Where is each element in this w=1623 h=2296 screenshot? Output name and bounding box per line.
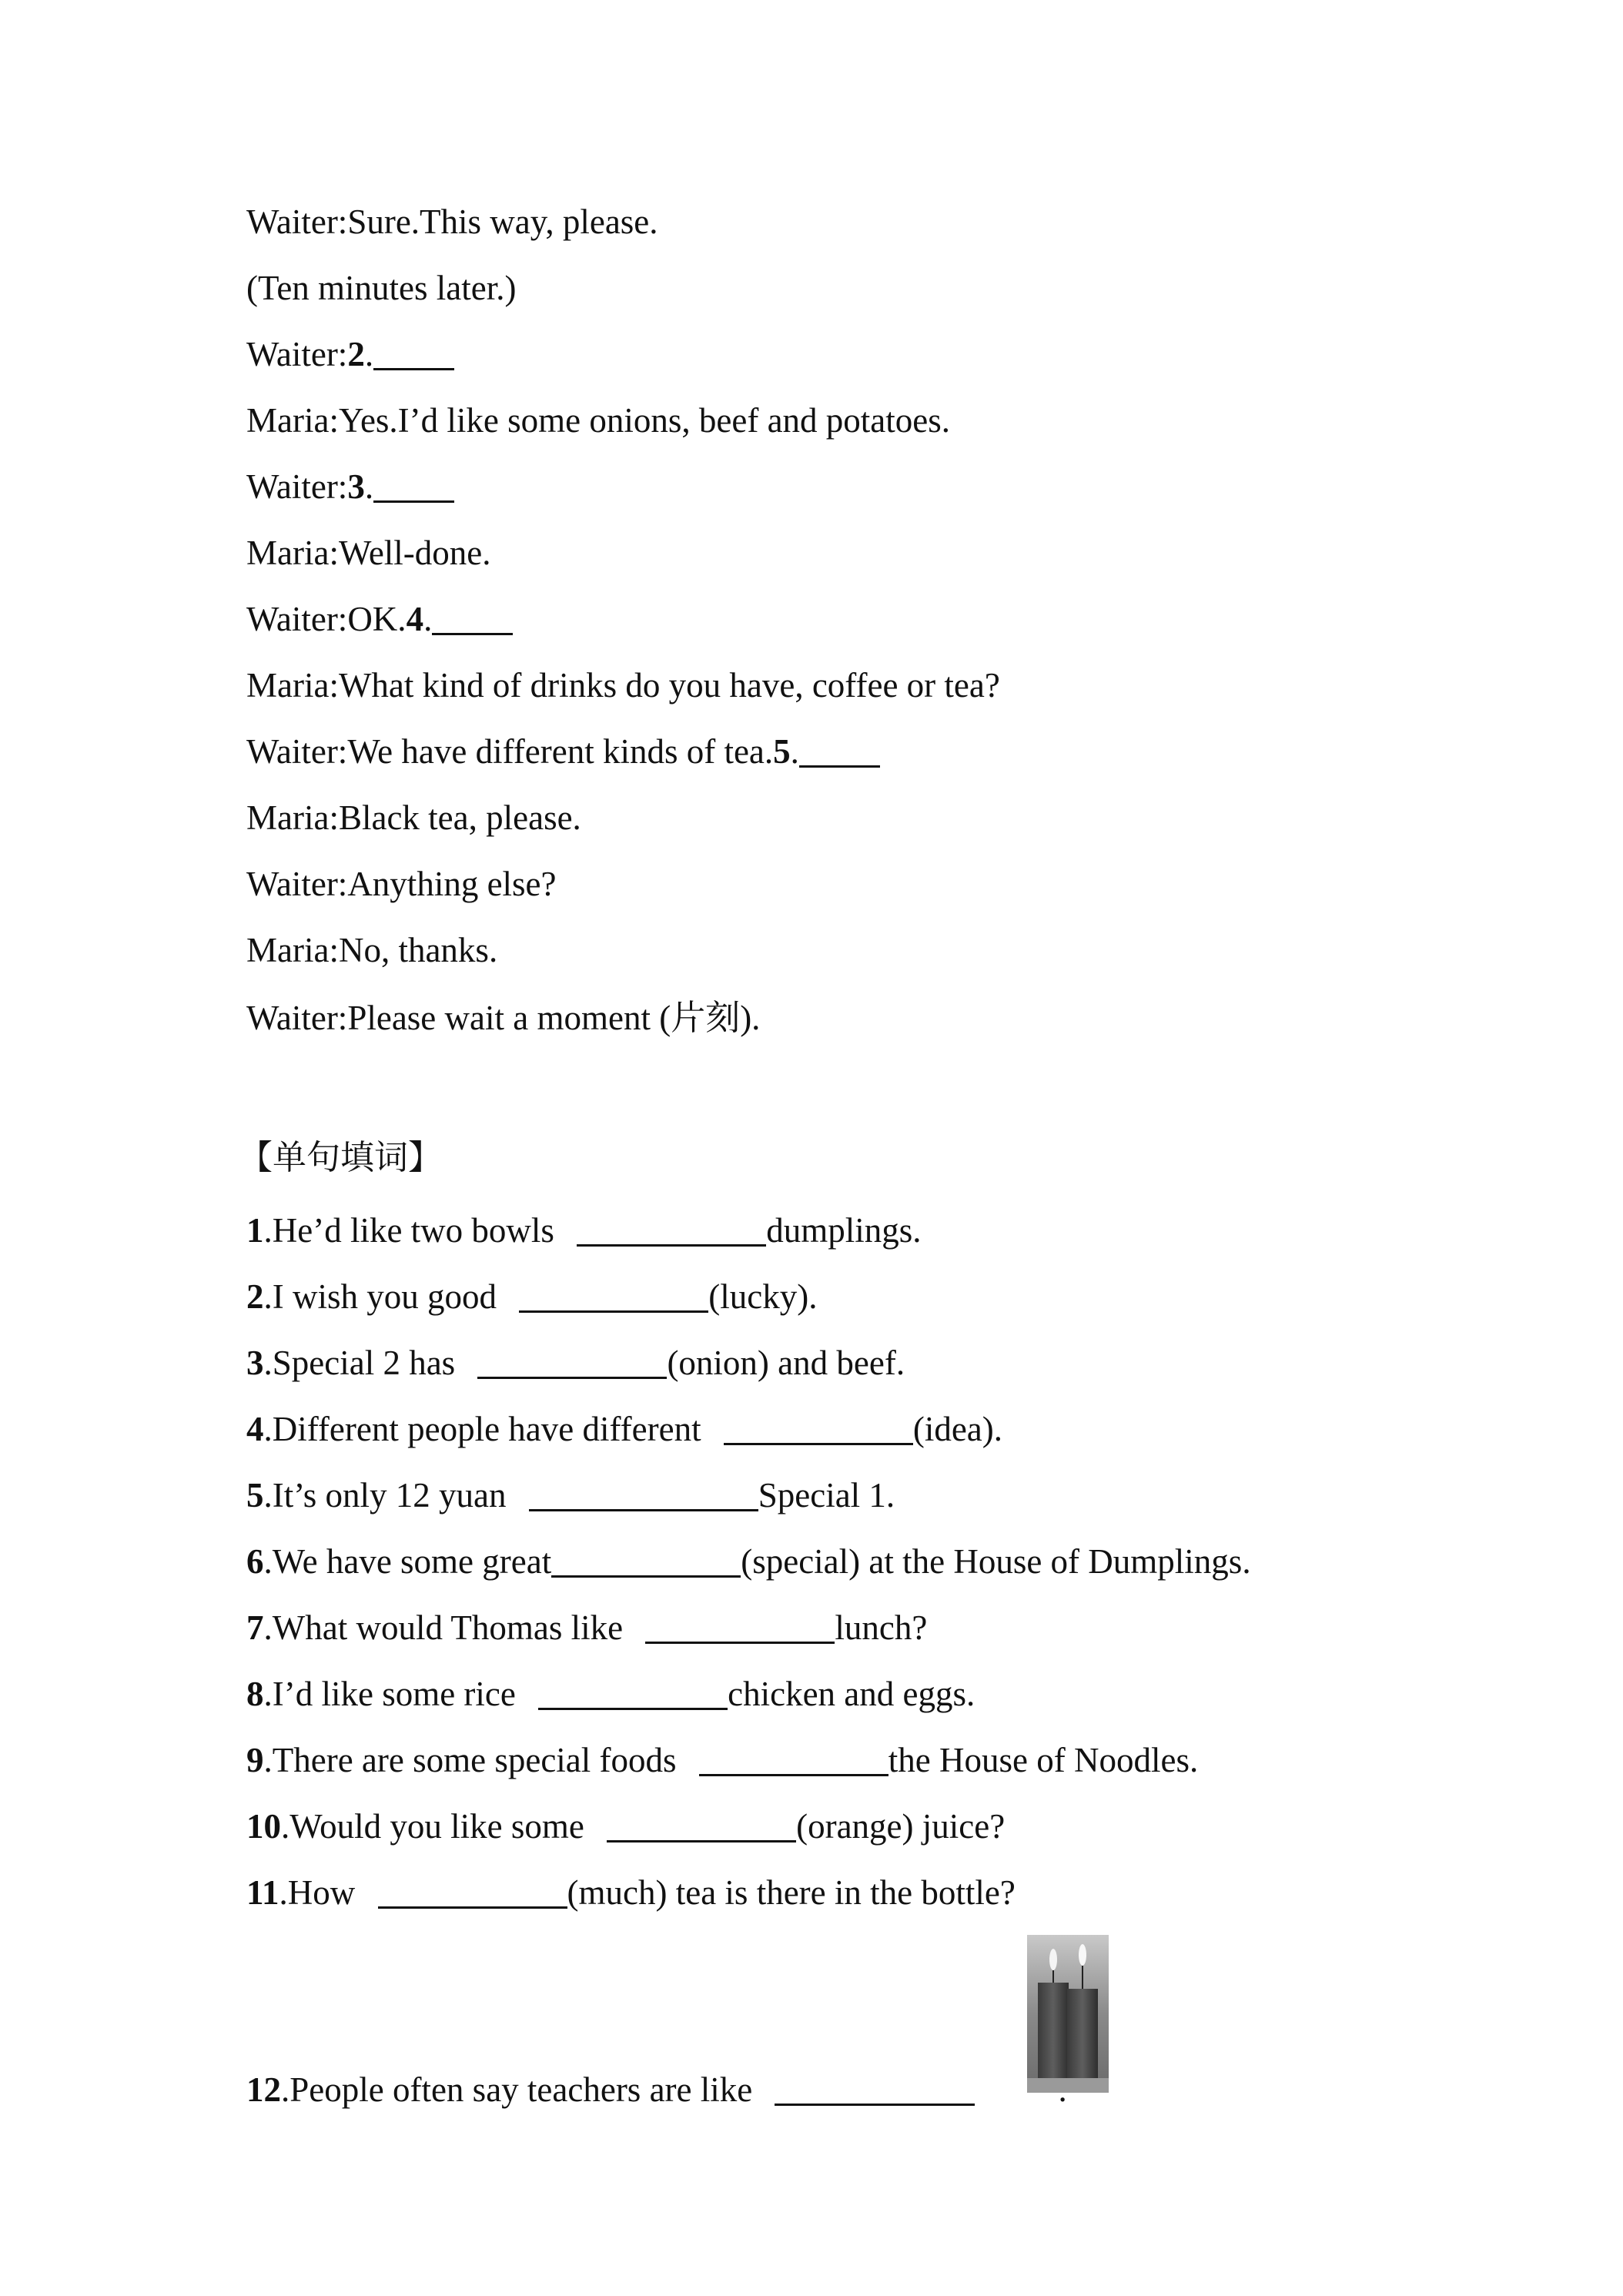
speaker: Waiter:	[246, 865, 348, 903]
question-11	[246, 1871, 1016, 1914]
dialogue-line-13	[246, 996, 760, 1039]
question-number: 11	[246, 1873, 279, 1912]
question-number: 5	[246, 1476, 264, 1514]
answer-blank[interactable]	[529, 1478, 758, 1511]
answer-blank[interactable]	[373, 470, 454, 503]
question-4	[246, 1407, 1002, 1451]
question-8	[246, 1672, 975, 1715]
dialogue-text: Please wait a moment (片刻).	[347, 999, 761, 1037]
speaker: Waiter:	[246, 732, 348, 771]
question-text: (lucky).	[708, 1277, 818, 1316]
dialogue-line-11	[246, 862, 557, 905]
question-text: .There are some special foods	[263, 1741, 685, 1779]
dialogue-text: (Ten minutes later.)	[246, 269, 517, 307]
question-number: 10	[246, 1807, 281, 1846]
dialogue-text: .	[790, 732, 799, 771]
question-10	[246, 1805, 1005, 1848]
answer-blank[interactable]	[607, 1809, 796, 1842]
question-text: .People often say teachers are like	[281, 2070, 761, 2109]
question-3	[246, 1341, 905, 1384]
answer-blank[interactable]	[519, 1280, 708, 1313]
dialogue-text: What kind of drinks do you have, coffee or tea?	[338, 666, 1000, 705]
dialogue-text: Well-done.	[338, 534, 491, 572]
question-1	[246, 1209, 921, 1252]
question-number: 6	[246, 1542, 264, 1581]
speaker: Waiter:	[246, 335, 348, 373]
speaker: Maria:	[246, 401, 339, 440]
answer-blank[interactable]	[551, 1545, 741, 1578]
dialogue-line-8	[246, 664, 1000, 707]
question-number: 3	[246, 1344, 264, 1382]
question-text: .Would you like some	[281, 1807, 594, 1846]
question-number: 4	[246, 1410, 264, 1448]
question-text: (idea).	[912, 1410, 1003, 1448]
question-text: chicken and eggs.	[728, 1675, 975, 1713]
question-text: .I wish you good	[263, 1277, 506, 1316]
dialogue-text: No, thanks.	[338, 931, 498, 969]
question-text: (orange) juice?	[796, 1807, 1006, 1846]
speaker: Waiter:	[246, 999, 348, 1037]
dialogue-line-9	[246, 730, 880, 773]
question-text: .How	[279, 1873, 364, 1912]
dialogue-text: .	[423, 600, 433, 638]
dialogue-text: We have different kinds of tea.	[347, 732, 774, 771]
question-text: .What would Thomas like	[263, 1608, 632, 1647]
dialogue-text: OK.	[347, 600, 407, 638]
question-5	[246, 1474, 895, 1517]
question-text: (onion) and beef.	[667, 1344, 905, 1382]
dialogue-text: .	[364, 467, 374, 506]
question-text: the House of Noodles.	[888, 1741, 1199, 1779]
speaker: Maria:	[246, 534, 339, 572]
question-text: (much) tea is there in the bottle?	[567, 1873, 1016, 1912]
dialogue-text: .	[364, 335, 374, 373]
question-6	[246, 1540, 1251, 1583]
dialogue-line-2	[246, 266, 517, 310]
question-number: 7	[246, 1608, 264, 1647]
speaker: Maria:	[246, 798, 339, 837]
speaker: Maria:	[246, 931, 339, 969]
answer-blank[interactable]	[373, 337, 454, 370]
speaker: Waiter:	[246, 202, 348, 241]
question-number: 9	[246, 1741, 264, 1779]
blank-number: 5	[773, 732, 791, 771]
answer-blank[interactable]	[724, 1412, 913, 1445]
dialogue-line-10	[246, 796, 581, 839]
candles-image	[1027, 1935, 1109, 2093]
question-2	[246, 1275, 817, 1318]
question-number: 12	[246, 2070, 281, 2109]
question-text: dumplings.	[766, 1211, 922, 1250]
answer-blank[interactable]	[538, 1677, 728, 1710]
answer-blank[interactable]	[577, 1213, 766, 1247]
dialogue-line-12	[246, 929, 497, 972]
question-text: (special) at the House of Dumplings.	[741, 1542, 1251, 1581]
dialogue-text: Black tea, please.	[338, 798, 581, 837]
question-text: .He’d like two bowls	[263, 1211, 564, 1250]
question-text: .Special 2 has	[263, 1344, 464, 1382]
question-text: .It’s only 12 yuan	[263, 1476, 515, 1514]
dialogue-line-4	[246, 399, 950, 442]
question-text: Special 1.	[758, 1476, 895, 1514]
dialogue-line-3	[246, 333, 454, 376]
question-number: 2	[246, 1277, 264, 1316]
dialogue-line-6	[246, 531, 491, 574]
speaker: Waiter:	[246, 600, 348, 638]
dialogue-line-1	[246, 200, 658, 243]
question-7	[246, 1606, 927, 1649]
answer-blank[interactable]	[432, 602, 513, 635]
question-text: .Different people have different	[263, 1410, 710, 1448]
question-9	[246, 1739, 1198, 1782]
question-number: 8	[246, 1675, 264, 1713]
question-number: 1	[246, 1211, 264, 1250]
question-12	[246, 2068, 1067, 2111]
dialogue-line-7	[246, 597, 513, 641]
blank-number: 2	[347, 335, 365, 373]
answer-blank[interactable]	[645, 1611, 835, 1644]
blank-number: 3	[347, 467, 365, 506]
dialogue-text: Anything else?	[347, 865, 557, 903]
question-text: .We have some great	[263, 1542, 552, 1581]
blank-number: 4	[406, 600, 424, 638]
dialogue-line-5	[246, 465, 454, 508]
section-title: 【单句填词】	[239, 1138, 442, 1177]
question-text: .I’d like some rice	[263, 1675, 525, 1713]
speaker: Maria:	[246, 666, 339, 705]
answer-blank[interactable]	[477, 1346, 667, 1379]
answer-blank[interactable]	[799, 735, 880, 768]
question-text: lunch?	[835, 1608, 928, 1647]
dialogue-text: Sure.This way, please.	[347, 202, 658, 241]
answer-blank[interactable]	[775, 2073, 975, 2106]
speaker: Waiter:	[246, 467, 348, 506]
answer-blank[interactable]	[378, 1876, 567, 1909]
dialogue-text: Yes.I’d like some onions, beef and potatoes.	[338, 401, 951, 440]
answer-blank[interactable]	[699, 1743, 888, 1776]
